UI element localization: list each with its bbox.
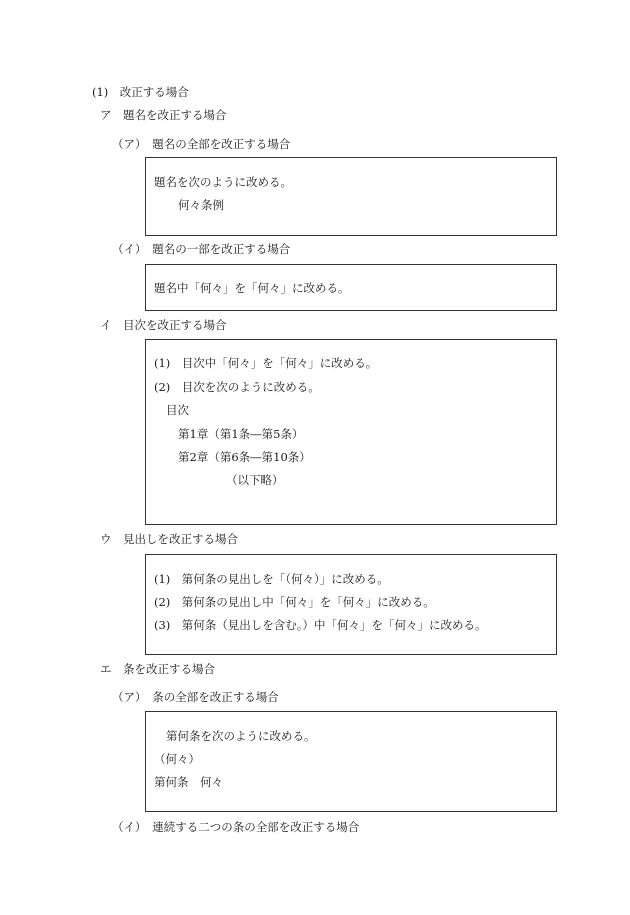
box-line: 第2章（第6条―第10条）	[178, 450, 311, 464]
box-line: (1) 第何条の見出しを「（何々）」に改める。	[154, 572, 389, 586]
heading-a-sub2: （イ） 題名の一部を改正する場合	[112, 242, 291, 256]
example-box-title-part	[145, 264, 557, 311]
example-box-toc	[145, 339, 557, 525]
box-line: (1) 目次中「何々」を「何々」に改める。	[154, 356, 378, 370]
example-box-article-full	[145, 711, 557, 812]
section-heading: (1) 改正する場合	[92, 85, 189, 99]
heading-e-sub1: （ア） 条の全部を改正する場合	[112, 690, 279, 704]
box-line: (2) 目次を次のように改める。	[154, 380, 320, 394]
box-line: (2) 第何条の見出し中「何々」を「何々」に改める。	[154, 595, 435, 609]
example-box-title-full	[145, 157, 557, 236]
heading-u: ウ 見出しを改正する場合	[100, 532, 238, 546]
box-line: 題名を次のように改める。	[154, 175, 292, 189]
box-line: 第何条を次のように改める。	[166, 729, 316, 743]
box-line: （何々）	[154, 752, 200, 766]
heading-e-sub2: （イ） 連続する二つの条の全部を改正する場合	[112, 820, 360, 834]
box-line: 目次	[166, 403, 189, 417]
box-line: 第1章（第1条―第5条）	[178, 427, 304, 441]
heading-e: エ 条を改正する場合	[100, 662, 215, 676]
heading-i: イ 目次を改正する場合	[100, 318, 227, 332]
box-line: 何々条例	[178, 198, 224, 212]
heading-a-sub1: （ア） 題名の全部を改正する場合	[112, 137, 291, 151]
box-line: 第何条 何々	[154, 775, 223, 789]
box-line: 題名中「何々」を「何々」に改める。	[154, 281, 350, 295]
example-box-caption	[145, 554, 557, 655]
box-line: （以下略）	[226, 473, 284, 487]
heading-a: ア 題名を改正する場合	[100, 108, 227, 122]
box-line: (3) 第何条（見出しを含む。）中「何々」を「何々」に改める。	[154, 618, 487, 632]
